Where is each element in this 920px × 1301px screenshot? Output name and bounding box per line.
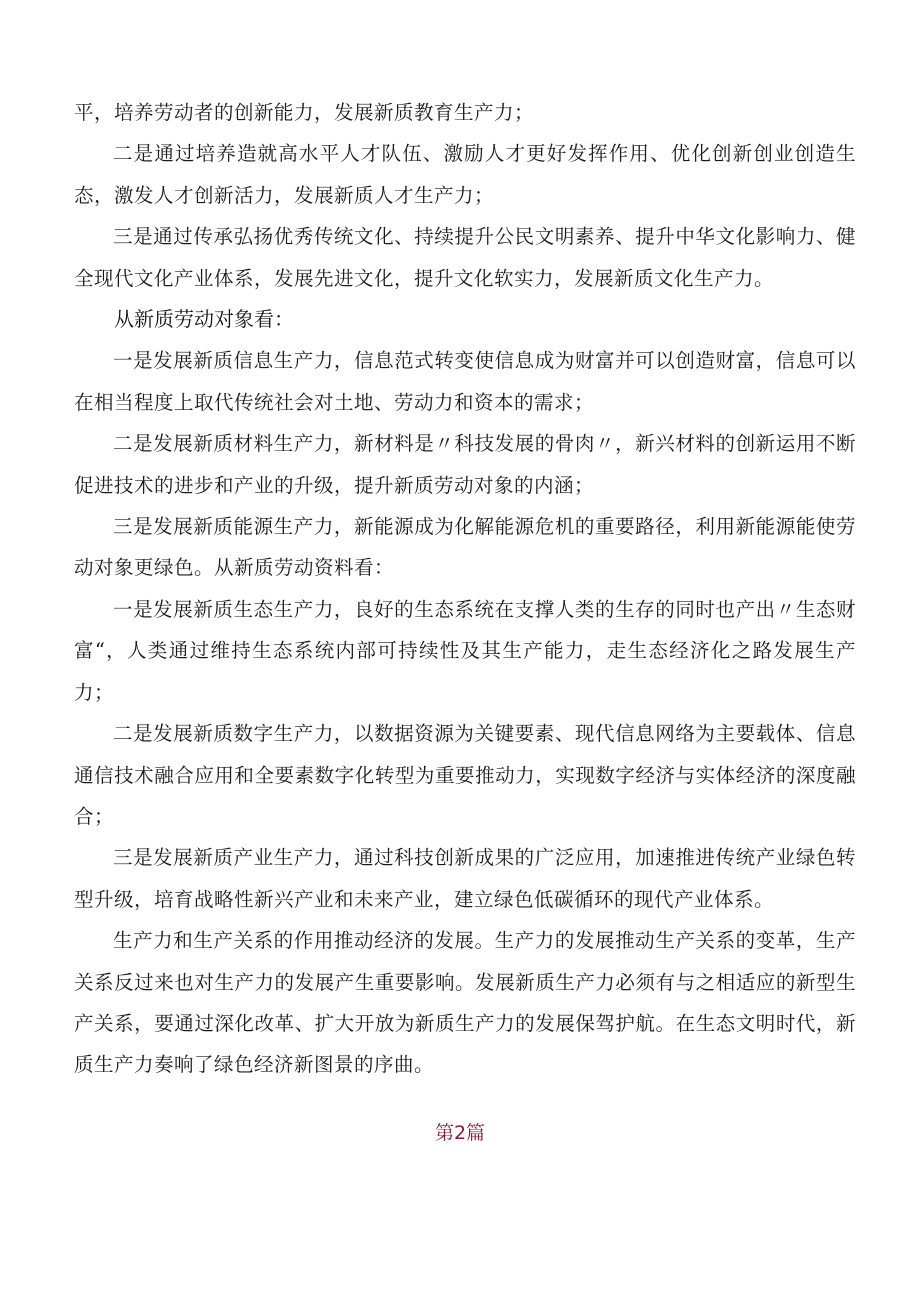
paragraph-8: 二是发展新质数字生产力，以数据资源为关键要素、现代信息网络为主要载体、信息通信技术融合应用和全要素数字化转型为重要推动力，实现数字经济与实体经济的深度融合；	[74, 722, 856, 828]
paragraph-9: 三是发展新质产业生产力，通过科技创新成果的广泛应用，加速推进传统产业绿色转型升级，培育战略性新兴产业和未来产业，建立绿色低碳循环的现代产业体系。	[74, 846, 856, 911]
next-section-label: 第2篇	[434, 1122, 486, 1144]
document-body	[74, 92, 856, 1086]
paragraph-3: 三是通过传承弘扬优秀传统文化、持续提升公民文明素养、提升中华文化影响力、健全现代文化产业体系，发展先进文化，提升文化软实力，发展新质文化生产力。	[74, 225, 856, 290]
paragraph-4: 一是发展新质信息生产力，信息范式转变使信息成为财富并可以创造财富，信息可以在相当程度上取代传统社会对土地、劳动力和资本的需求；	[74, 349, 856, 414]
paragraph-2: 二是通过培养造就高水平人才队伍、激励人才更好发挥作用、优化创新创业创造生态，激发人才创新活力，发展新质人才生产力；	[74, 142, 856, 207]
paragraph-5: 二是发展新质材料生产力，新材料是〃科技发展的骨肉〃，新兴材料的创新运用不断促进技术的进步和产业的升级，提升新质劳动对象的内涵；	[74, 432, 856, 497]
paragraph-7: 一是发展新质生态生产力，良好的生态系统在支撑人类的生存的同时也产出〃生态财富“，人类通过维持生态系统内部可持续性及其生产能力，走生态经济化之路发展生产力；	[74, 597, 856, 704]
section-heading: 从新质劳动对象看：	[114, 307, 294, 332]
paragraph-6: 三是发展新质能源生产力，新能源成为化解能源危机的重要路径，利用新能源能使劳动对象更绿色。从新质劳动资料看：	[74, 515, 856, 580]
paragraph-10: 生产力和生产关系的作用推动经济的发展。生产力的发展推动生产关系的变革，生产关系反过来也对生产力的发展产生重要影响。发展新质生产力必须有与之相适应的新型生产关系，要通过深化改革、扩大开放为新质生产力的发展保驾护航。在生态文明时代，新质生产力奏响了绿色经济新图景的序曲。	[74, 929, 856, 1077]
paragraph-1: 平，培养劳动者的创新能力，发展新质教育生产力；	[74, 101, 535, 124]
